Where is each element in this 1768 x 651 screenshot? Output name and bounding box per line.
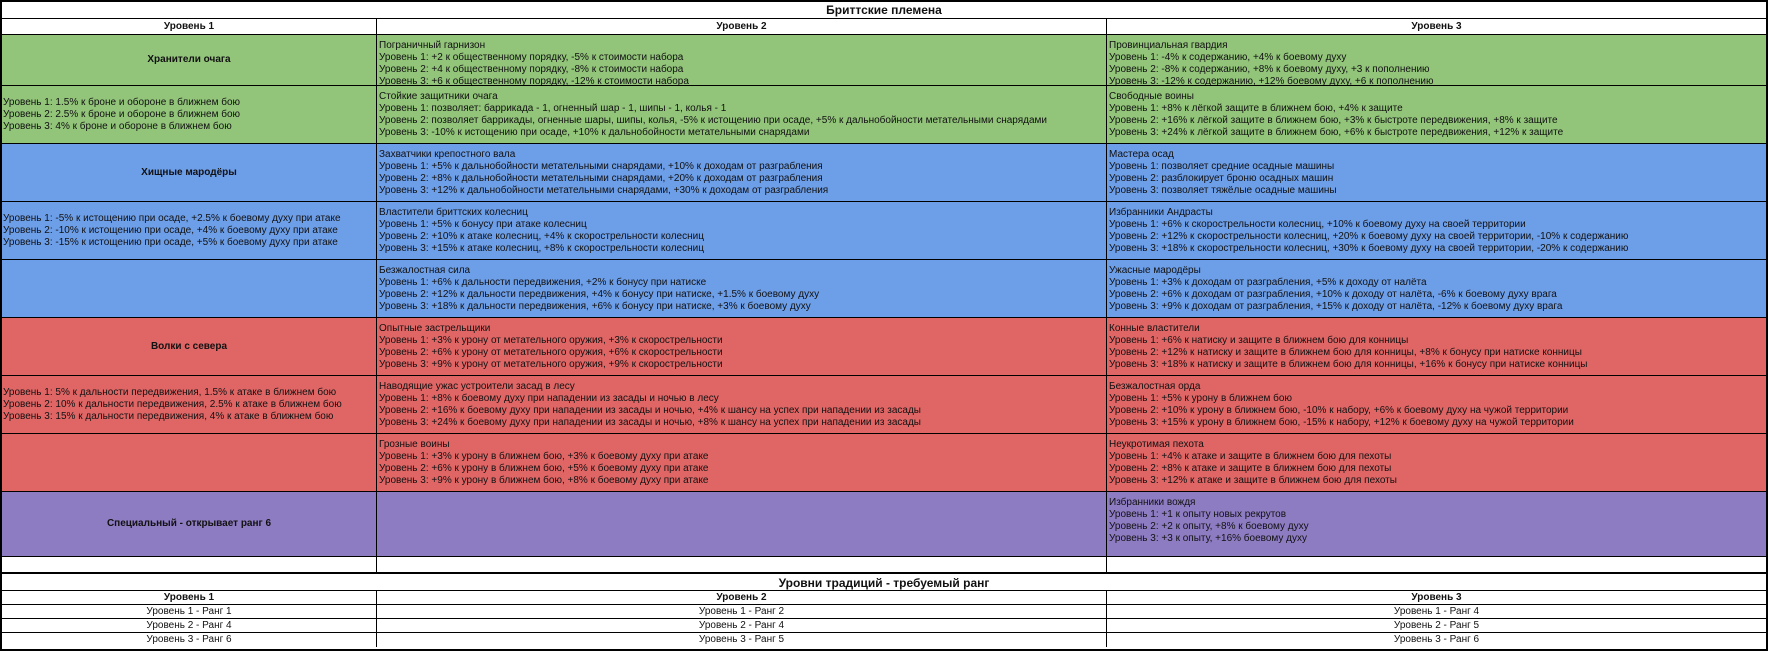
rank-cell: Уровень 2 - Ранг 4: [2, 619, 377, 632]
tier2-cell: Безжалостная сила Уровень 1: +6% к дальности передвижения, +2% к бонусу при натиске Уровень 2: +12% к дальности передвижения, +4% к бонусу при натиске, +1.5% к боевому духу Уровень 3: +18% к дальности передвижения, +6% к бонусу при натиске, +3% к боевому духу: [377, 260, 1107, 317]
tier3-cell: Избранники Андрасты Уровень 1: +6% к скорострельности колесниц, +10% к боевому духу на своей территории Уровень 2: +12% к скорострельности колесниц, +20% к боевому духу на своей территории, -10% к содержанию Уровень 3: +18% к скорострельности колесниц, +30% к боевому духу на своей территории, -20% к содержанию: [1109, 207, 1629, 254]
tier1-cell: Уровень 1: -5% к истощению при осаде, +2.5% к боевому духу при атаке Уровень 2: -10% к истощению при осаде, +4% к боевому духу при атаке Уровень 3: -15% к истощению при осаде, +5% к боевому духу при атаке: [2, 202, 377, 259]
tier3-cell: Безжалостная орда Уровень 1: +5% к урону в ближнем бою Уровень 2: +10% к урону в ближнем бою, -10% к набору, +6% к боевому духу на чужой территории Уровень 3: +15% к урону в ближнем бою, -15% к набору, +12% к боевому духу на чужой территории: [1109, 381, 1574, 428]
table-row: [2, 492, 1766, 557]
ranks-title: Уровни традиций - требуемый ранг: [2, 573, 1766, 591]
tier3-cell: Мастера осад Уровень 1: позволяет средние осадные машины Уровень 2: разблокирует броню осадных машин Уровень 3: позволяет тяжёлые осадные машины: [1109, 149, 1337, 196]
tier2-cell-empty: [377, 492, 1107, 556]
ranks-header-row: [2, 591, 1766, 605]
rank-cell: Уровень 3 - Ранг 6: [1393, 634, 1480, 645]
rank-cell: Уровень 3 - Ранг 6: [2, 633, 377, 647]
ranks-header-tier-1: Уровень 1: [2, 591, 377, 604]
tier2-cell: Опытные застрельщики Уровень 1: +3% к урону от метательного оружия, +3% к скорострельности Уровень 2: +6% к урону от метательного оружия, +6% к скорострельности Уровень 3: +9% к урону от метательного оружия, +9% к скорострельности: [377, 318, 1107, 375]
rank-cell: Уровень 1 - Ранг 1: [2, 605, 377, 618]
group-name-cell: Хищные мародёры: [2, 144, 377, 201]
tier1-cell-empty: [2, 434, 377, 491]
sheet-title: Бриттские племена: [2, 2, 1766, 19]
spacer-row: [2, 557, 1766, 573]
rank-cell: Уровень 2 - Ранг 5: [1393, 620, 1480, 631]
ranks-header-tier-3: Уровень 3: [1411, 592, 1462, 603]
table-row: [2, 376, 1766, 434]
tier3-cell: Свободные воины Уровень 1: +8% к лёгкой защите в ближнем бою, +4% к защите Уровень 2: +16% к лёгкой защите в ближнем бою, +3% к быстроте передвижения, +8% к защите Уровень 3: +24% к лёгкой защите в ближнем бою, +6% к быстроте передвижения, +12% к защите: [1109, 91, 1564, 138]
table-row: [2, 434, 1766, 492]
rank-cell: Уровень 2 - Ранг 4: [377, 619, 1107, 632]
table-row: [2, 86, 1766, 144]
rank-cell: Уровень 3 - Ранг 5: [377, 633, 1107, 647]
tier3-cell: Избранники вождя Уровень 1: +1 к опыту новых рекрутов Уровень 2: +2 к опыту, +8% к боевому духу Уровень 3: +3 к опыту, +16% боевому духу: [1109, 497, 1309, 544]
table-row: [2, 318, 1766, 376]
ranks-row: [2, 619, 1766, 633]
tier2-cell: Пограничный гарнизон Уровень 1: +2 к общественному порядку, -5% к стоимости набора Уровень 2: +4 к общественному порядку, -8% к стоимости набора Уровень 3: +6 к общественному порядку, -12% к стоимости набора: [377, 35, 1107, 85]
header-tier-2: Уровень 2: [377, 19, 1107, 35]
tier3-cell: Провинциальная гвардия Уровень 1: -4% к содержанию, +4% к боевому духу Уровень 2: -8% к содержанию, +8% к боевому духу, +3 к пополнению Уровень 3: -12% к содержанию, +12% боевому духу, +6 к пополнению: [1109, 40, 1434, 85]
ranks-row: [2, 633, 1766, 647]
group-name-cell: Волки с севера: [2, 318, 377, 375]
ranks-header-tier-2: Уровень 2: [377, 591, 1107, 604]
tier2-cell: Стойкие защитники очага Уровень 1: позволяет: баррикада - 1, огненный шар - 1, шипы - 1, колья - 1 Уровень 2: позволяет баррикады, огненные шары, шипы, колья, -5% к истощению при осаде, +5% к дальнобойности метательными снарядами Уровень 3: -10% к истощению при осаде, +10% к дальнобойности метательными снарядами: [377, 86, 1107, 143]
header-tier-3: Уровень 3: [1107, 19, 1766, 35]
table-row: [2, 260, 1766, 318]
table-row: [2, 202, 1766, 260]
spreadsheet: [2, 2, 1766, 649]
tier3-cell: Неукротимая пехота Уровень 1: +4% к атаке и защите в ближнем бою для пехоты Уровень 2: +8% к атаке и защите в ближнем бою для пехоты Уровень 3: +12% к атаке и защите в ближнем бою для пехоты: [1109, 439, 1397, 486]
tier1-cell-empty: [2, 260, 377, 317]
tier3-cell: Ужасные мародёры Уровень 1: +3% к доходам от разграбления, +5% к доходу от налёта Уровень 2: +6% к доходам от разграбления, +10% к доходу от налёта, -6% к боевому духу врага Уровень 3: +9% к доходам от разграбления, +15% к доходу от налёта, -12% к боевому духу врага: [1109, 265, 1563, 312]
tier1-cell: Уровень 1: 5% к дальности передвижения, 1.5% к атаке в ближнем бою Уровень 2: 10% к дальности передвижения, 2.5% к атаке в ближнем бою Уровень 3: 15% к дальности передвижения, 4% к атаке в ближнем бою: [2, 376, 377, 433]
tier2-cell: Захватчики крепостного вала Уровень 1: +5% к дальнобойности метательными снарядами, +10% к доходам от разграбления Уровень 2: +8% к дальнобойности метательными снарядами, +20% к доходам от разграбления Уровень 3: +12% к дальнобойности метательными снарядами, +30% к доходам от разграбления: [377, 144, 1107, 201]
tier2-cell: Наводящие ужас устроители засад в лесу Уровень 1: +8% к боевому духу при нападении из засады и ночью в лесу Уровень 2: +16% к боевому духу при нападении из засады и ночью, +4% к шансу на успех при нападении из засады Уровень 3: +24% к боевому духу при нападении из засады и ночью, +8% к шансу на успех при нападении из засады: [377, 376, 1107, 433]
table-row: [2, 144, 1766, 202]
tier2-cell: Властители бриттских колесниц Уровень 1: +5% к бонусу при атаке колесниц Уровень 2: +10% к атаке колесниц, +4% к скорострельности колесниц Уровень 3: +15% к атаке колесниц, +8% к скорострельности колесниц: [377, 202, 1107, 259]
tier3-cell: Конные властители Уровень 1: +6% к натиску и защите в ближнем бою для конницы Уровень 2: +12% к натиску и защите в ближнем бою для конницы, +8% к бонусу при натиске конницы Уровень 3: +18% к натиску и защите в ближнем бою для конницы, +16% к бонусу при натиске конницы: [1109, 323, 1588, 370]
group-name-cell: Хранители очага: [2, 35, 377, 85]
tier2-cell: Грозные воины Уровень 1: +3% к урону в ближнем бою, +3% к боевому духу при атаке Уровень 2: +6% к урону в ближнем бою, +5% к боевому духу при атаке Уровень 3: +9% к урону в ближнем бою, +8% к боевому духу при атаке: [377, 434, 1107, 491]
tier1-cell: Уровень 1: 1.5% к броне и обороне в ближнем бою Уровень 2: 2.5% к броне и обороне в ближнем бою Уровень 3: 4% к броне и обороне в ближнем бою: [2, 86, 377, 143]
rank-cell: Уровень 1 - Ранг 4: [1393, 606, 1480, 617]
rank-cell: Уровень 1 - Ранг 2: [377, 605, 1107, 618]
header-tier-1: Уровень 1: [2, 19, 377, 35]
table-row: [2, 35, 1766, 86]
group-name-cell: Специальный - открывает ранг 6: [2, 492, 377, 556]
ranks-row: [2, 605, 1766, 619]
